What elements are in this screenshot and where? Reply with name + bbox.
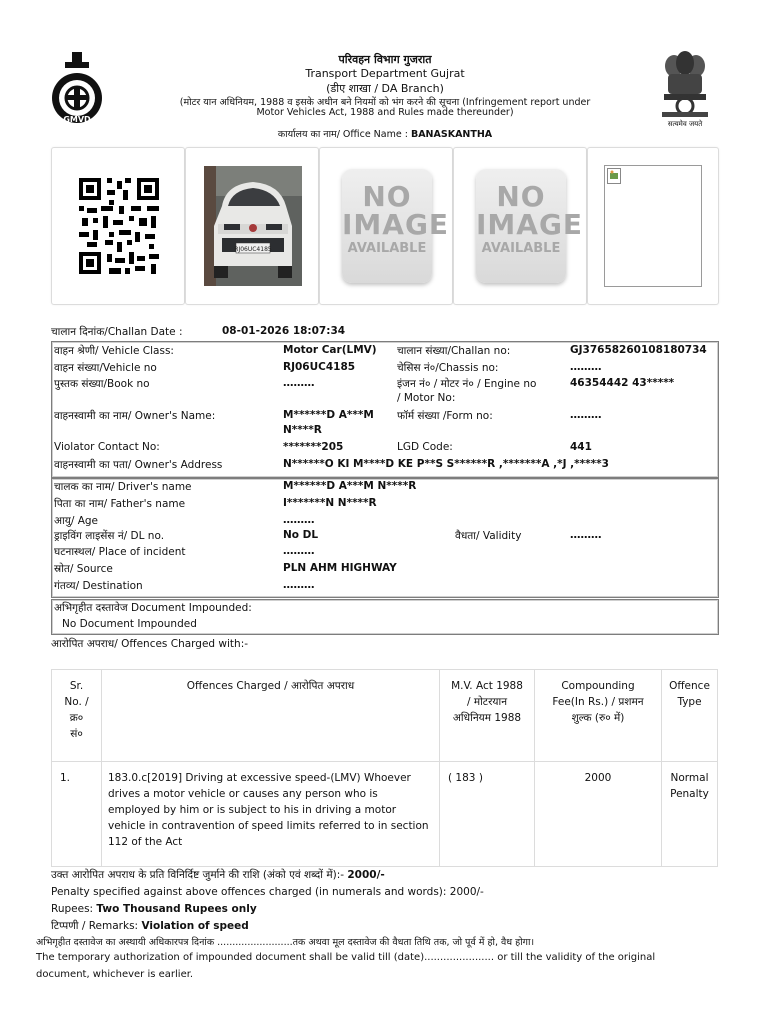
lgd-code-label: LGD Code: bbox=[397, 441, 453, 453]
engine-label-line2: / Motor No: bbox=[397, 392, 456, 404]
office-name bbox=[150, 127, 620, 140]
row-type: Normal Penalty bbox=[662, 762, 718, 867]
table-row bbox=[52, 762, 718, 867]
vehicle-no-label: वाहन संख्या/Vehicle no bbox=[54, 362, 157, 374]
validity-label: वैधता/ Validity bbox=[455, 530, 522, 542]
challan-no-value: GJ37658260108180734 bbox=[570, 344, 707, 356]
gmvd-logo bbox=[50, 52, 104, 126]
rupees-line bbox=[51, 903, 257, 915]
vehicle-no-value: RJ06UC4185 bbox=[283, 361, 356, 373]
owner-name-label: वाहनस्वामी का नाम/ Owner's Name: bbox=[54, 410, 216, 422]
challan-no-label: चालान संख्या/Challan no: bbox=[397, 345, 511, 357]
father-name-value: I*******N N****R bbox=[283, 497, 377, 509]
no-image-card-1[interactable] bbox=[319, 147, 453, 305]
vehicle-photo bbox=[204, 166, 302, 286]
vehicle-photo-card[interactable] bbox=[185, 147, 319, 305]
penalty-hindi-value: 2000/- bbox=[347, 869, 385, 881]
remarks-label: टिप्पणी / Remarks: bbox=[51, 920, 139, 932]
dl-no-label: ड्राइविंग लाइसेंस नं/ DL no. bbox=[54, 530, 165, 542]
owner-address-label: वाहनस्वामी का पता/ Owner's Address bbox=[54, 459, 223, 471]
no-image-small-text: AVAILABLE bbox=[481, 241, 561, 256]
validity-value: ……… bbox=[570, 529, 602, 541]
owner-name-value-line1: M******D A***M bbox=[283, 409, 374, 421]
source-value: PLN AHM HIGHWAY bbox=[283, 562, 397, 574]
remarks-line bbox=[51, 919, 249, 933]
document-impounded-label: अभिगृहीत दस्तावेज Document Impounded: bbox=[54, 602, 252, 614]
driver-name-label: चालक का नाम/ Driver's name bbox=[54, 481, 192, 493]
offences-section-label: आरोपित अपराध/ Offences Charged with:- bbox=[51, 638, 249, 650]
age-label: आयु/ Age bbox=[54, 515, 99, 527]
header-note-line2: Motor Vehicles Act, 1988 and Rules made thereunder) bbox=[256, 107, 514, 118]
form-no-value: ……… bbox=[570, 409, 602, 421]
contact-label: Violator Contact No: bbox=[54, 441, 160, 453]
penalty-english: Penalty specified against above offences charged (in numerals and words): 2000/- bbox=[51, 886, 484, 898]
document-impounded-value: No Document Impounded bbox=[62, 618, 197, 630]
engine-label-line1: इंजन नं० / मोटर नं० / Engine no bbox=[397, 378, 537, 390]
destination-value: ……… bbox=[283, 579, 315, 591]
plate-text: RJ06UC4185 bbox=[234, 246, 272, 253]
temporary-authorization-english-line1: The temporary authorization of impounded document shall be valid till (date)...................... or till the validity of the original bbox=[36, 952, 656, 963]
rupees-value: Two Thousand Rupees only bbox=[96, 903, 257, 915]
book-no-label: पुस्तक संख्या/Book no bbox=[54, 378, 150, 390]
no-image-big-text: NO IMAGE bbox=[476, 180, 584, 241]
offences-table-header bbox=[52, 670, 718, 762]
destination-label: गंतव्य/ Destination bbox=[54, 580, 143, 592]
place-value: ……… bbox=[283, 545, 315, 557]
age-value: ……… bbox=[283, 514, 315, 526]
row-act: ( 183 ) bbox=[440, 762, 535, 867]
broken-image bbox=[604, 165, 702, 287]
no-image-placeholder bbox=[342, 169, 450, 283]
contact-value: *******205 bbox=[283, 441, 344, 453]
header-department: Transport Department Gujrat bbox=[305, 67, 465, 80]
remarks-value: Violation of speed bbox=[141, 920, 249, 932]
header-branch: (डीए शाखा / DA Branch) bbox=[326, 82, 444, 95]
emblem-motto: सत्यमेव जयते bbox=[667, 120, 703, 128]
challan-date-value: 08-01-2026 18:07:34 bbox=[222, 325, 346, 337]
no-image-big-text: NO IMAGE bbox=[342, 180, 450, 241]
place-label: घटनास्थल/ Place of incident bbox=[54, 546, 186, 558]
vehicle-class-value: Motor Car(LMV) bbox=[283, 344, 377, 356]
row-description: 183.0.c[2019] Driving at excessive speed-(LMV) Whoever drives a motor vehicle or causes any person who is employed by him or is subject to his in driving a motor vehicle in contravention of speed limits referred to in section 112 of the Act bbox=[102, 762, 440, 867]
temporary-authorization-hindi: अभिगृहीत दस्तावेज का अस्थायी अधिकारपत्र दिनांक .........................तक अथवा मूल दस्तावेज की वैधता तिथि तक, जो पूर्व में हो, वैध होगा। bbox=[36, 937, 535, 948]
book-no-value: ……… bbox=[283, 377, 315, 389]
row-fee: 2000 bbox=[535, 762, 662, 867]
challan-date-label: चालान दिनांक/Challan Date : bbox=[51, 326, 183, 338]
qr-code-card[interactable] bbox=[51, 147, 185, 305]
qr-code-image bbox=[79, 178, 159, 274]
col-offences-charged: Offences Charged / आरोपित अपराध bbox=[102, 670, 440, 762]
logo-text: GMVD bbox=[63, 115, 91, 124]
temporary-authorization-english-line2: document, whichever is earlier. bbox=[36, 969, 194, 980]
lgd-code-value: 441 bbox=[570, 441, 592, 453]
chassis-label: चेसिस नं०/Chassis no: bbox=[397, 362, 499, 374]
office-label: कार्यालय का नाम/ Office Name : bbox=[277, 129, 408, 140]
owner-address-value: N******O KI M****D KE P**S S******R ,*******A ,*J ,*****3 bbox=[283, 458, 609, 470]
driver-name-value: M******D A***M N****R bbox=[283, 480, 417, 492]
vehicle-class-label: वाहन श्रेणी/ Vehicle Class: bbox=[54, 345, 174, 357]
offences-table bbox=[51, 669, 718, 867]
row-sr: 1. bbox=[52, 762, 102, 867]
penalty-hindi-label: उक्त आरोपित अपराध के प्रति विनिर्दिष्ट जुर्माने की राशि (अंको एवं शब्दों में):- bbox=[51, 869, 345, 881]
no-image-card-2[interactable] bbox=[453, 147, 587, 305]
chassis-value: ……… bbox=[570, 361, 602, 373]
penalty-hindi bbox=[51, 868, 385, 882]
owner-name-value-line2: N****R bbox=[283, 424, 322, 436]
office-value: BANASKANTHA bbox=[410, 129, 493, 140]
no-image-placeholder bbox=[476, 169, 584, 283]
dl-no-value: No DL bbox=[283, 529, 319, 541]
engine-value: 46354442 43***** bbox=[570, 377, 675, 389]
col-compounding-fee: Compounding Fee(In Rs.) / प्रशमन शुल्क (रु० में) bbox=[535, 670, 662, 762]
header-title-hindi: परिवहन विभाग गुजरात bbox=[338, 53, 432, 66]
national-emblem bbox=[656, 50, 714, 132]
form-no-label: फॉर्म संख्या /Form no: bbox=[397, 410, 493, 422]
col-offence-type: Offence Type bbox=[662, 670, 718, 762]
broken-image-icon bbox=[607, 168, 621, 184]
father-name-label: पिता का नाम/ Father's name bbox=[54, 498, 186, 510]
no-image-small-text: AVAILABLE bbox=[347, 241, 427, 256]
rupees-label: Rupees: bbox=[51, 903, 94, 915]
col-mv-act: M.V. Act 1988 / मोटरयान अधिनियम 1988 bbox=[440, 670, 535, 762]
broken-image-card[interactable] bbox=[587, 147, 719, 305]
col-sr-no: Sr. No. / क्र० सं० bbox=[52, 670, 102, 762]
source-label: स्रोत/ Source bbox=[54, 563, 113, 575]
header-note-line1: (मोटर यान अधिनियम, 1988 व इसके अधीन बने नियमों को भंग करने की सूचना (Infringement report under bbox=[179, 97, 591, 108]
